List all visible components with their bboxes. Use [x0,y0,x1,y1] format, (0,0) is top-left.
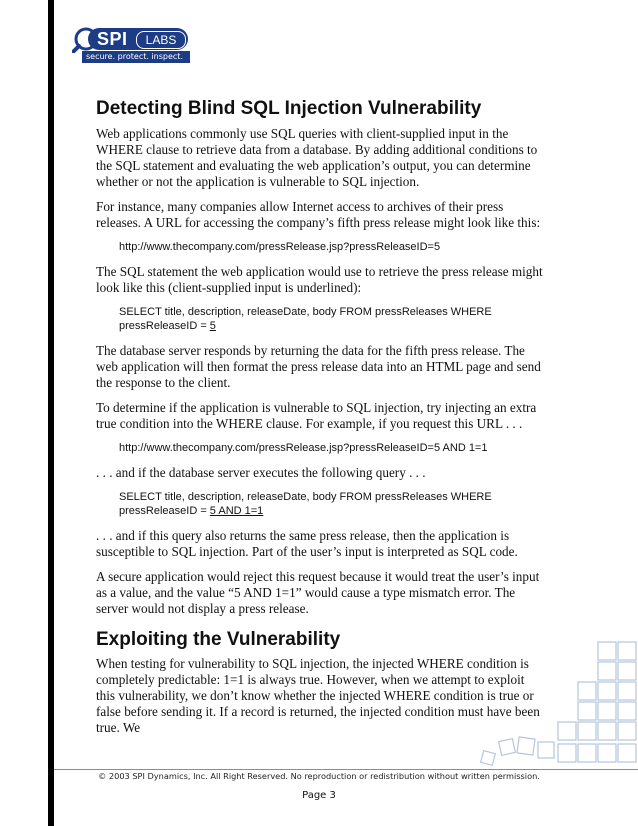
decorative-squares-graphic [470,640,638,766]
url-example: http://www.thecompany.com/pressRelease.jsp?pressReleaseID=5 AND 1=1 [119,442,488,454]
sql-line: SELECT title, description, releaseDate, body FROM pressReleases WHERE [119,306,492,318]
url-example: http://www.thecompany.com/pressRelease.jsp?pressReleaseID=5 [119,241,441,253]
sql-example [119,305,546,333]
paragraph: A secure application would reject this request because it would treat the user’s input as a value, and the value “5 AND 1=1” would cause a type mismatch error. The server would not display a press release. [96,569,540,616]
sql-prefix: pressReleaseID = [119,320,210,332]
section-heading: Exploiting the Vulnerability [96,629,341,650]
paragraph: The SQL statement the web application would use to retrieve the press release might look like this (client-supplied input is underlined): [96,264,543,295]
paragraph: To determine if the application is vulnerable to SQL injection, try injecting an extra true condition into the WHERE clause. For example, if you request this URL . . . [96,400,537,431]
sql-line [119,319,546,333]
section-heading: Detecting Blind SQL Injection Vulnerability [96,98,482,119]
sql-user-input: 5 AND 1=1 [209,505,264,517]
left-margin-bar [48,0,54,826]
paragraph: Web applications commonly use SQL queries with client-supplied input in the WHERE clause to retrieve data from a database. By adding additional conditions to the SQL statement and evaluating the web application’s output, you can determine whether or not the application is vulnerable to SQL injection. [96,126,538,189]
logo-spi-text: SPI [97,29,128,49]
logo-labs-text: LABS [136,31,186,49]
sql-line: SELECT title, description, releaseDate, body FROM pressReleases WHERE [119,491,492,503]
copyright-footer: © 2003 SPI Dynamics, Inc. All Right Reserved. No reproduction or redistribution without written permission. [98,771,540,781]
sql-prefix: pressReleaseID = [119,505,210,517]
paragraph: For instance, many companies allow Internet access to archives of their press releases. A URL for accessing the company’s fifth press release might look like this: [96,199,541,230]
paragraph: The database server responds by returning the data for the fifth press release. The web application will then format the press release data into an HTML page and send the response to the client. [96,343,541,390]
spi-labs-logo [64,27,190,63]
paragraph: . . . and if this query also returns the same press release, then the application is susceptible to SQL injection. Part of the user’s input is interpreted as SQL code. [96,528,518,559]
page-number: Page 3 [302,790,336,801]
logo-tagline: secure. protect. inspect. [82,51,190,63]
sql-user-input: 5 [209,320,216,332]
paragraph: When testing for vulnerability to SQL injection, the injected WHERE condition is completely predictable: 1=1 is always true. However, when we attempt to exploit this vulnerability, we don’t know whether the injected WHERE condition is true or false before sending it. If a record is returned, the injected condition must have been true. We [96,656,540,735]
sql-line [119,504,546,518]
paragraph: . . . and if the database server executes the following query . . . [96,465,426,480]
sql-example [119,490,546,518]
